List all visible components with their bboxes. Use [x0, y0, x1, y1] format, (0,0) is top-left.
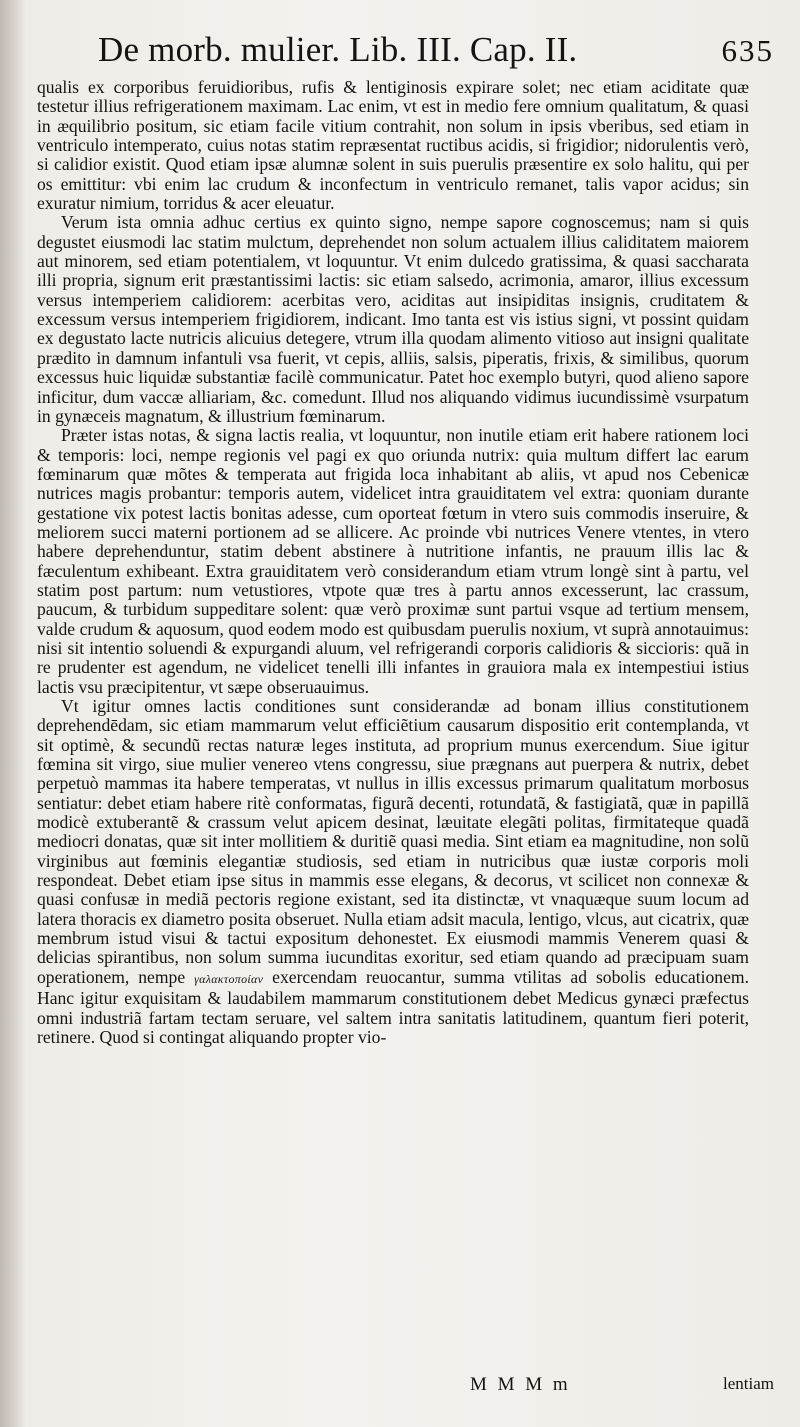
- greek-term: γαλακτοποίαν: [194, 971, 264, 986]
- paragraph-4-part-2: exercendam reuocantur, summa vtilitas ad sobolis educationem. Hanc igitur exquisitam & laudabilem mammarum constitutionem debet Medicus gynæci præfectus omni industriã fartam tectam seruare, vel saltem intra sanitatis latitudinem, quantum fieri poterit, retinere. Quod si contingat aliquando propter vio-: [37, 966, 749, 1047]
- paragraph-4-part-1: Vt igitur omnes lactis conditiones sunt considerandæ ad bonam illius constitutionem deprehendēdam, sic etiam mammarum velut efficiẽtium causarum dispositio erit contemplanda, vt sit optimè, & secundũ rectas naturæ leges instituta, ad proprium munus exercendum. Siue igitur fœmina sit virgo, siue mulier venereo vtens congressu, siue prægnans aut puerpera & nutrix, debet perpetuò mammas ita habere temperatas, vt nullus in illis excessus primarum qualitatum morbosus sentiatur: debet etiam habere ritè conformatas, figurã decenti, rotundatã, & fastigiatã, quæ in papillã modicè extuberantẽ & crassum velut apicem desinat, læuitate elegãti politas, firmitateque quadã mediocri donatas, quæ sit inter mollitiem & duritiẽ quasi media. Sint etiam ea magnitudine, non solũ virginibus aut fœminis elegantiæ studiosis, sed etiam in nutricibus quæ iustæ corporis moli respondeat. Debet etiam ipse situs in mammis esse elegans, & decorus, vt scilicet non connexæ & quasi confusæ in mediã pectoris regione existant, sed ita distinctæ, vt vnaquæque suum locum ad latera thoracis ex diametro posita obseruet. Nulla etiam adsit macula, lentigo, vlcus, aut cicatrix, quæ membrum istud visui & tactui expositum dehonestet. Ex eiusmodi mammis Venerem quasi & delicias spirantibus, non solum summa iucunditas exoritur, sed etiam quando ad præcipuam suam operationem, nempe: [37, 696, 749, 987]
- paragraph-4: [37, 697, 749, 1047]
- paragraph-3: Præter istas notas, & signa lactis realia, vt loquuntur, non inutile etiam erit habere rationem loci & temporis: loci, nempe regionis vel pagi ex quo oriunda nutrix: quia multum differt lac earum fœminarum quæ mõtes & temperata aut frigida loca inhabitant ab aliis, vt apud nos Cebenicæ nutrices magis probantur: temporis autem, videlicet intra grauiditatem vel extra: quoniam durante gestatione vix potest lactis bonitas adesse, cum oporteat fœtum in vtero suis commodis inseruire, & meliorem succi materni portionem ad se allicere. Ac proinde vbi nutrices Venere vtentes, in vtero habere deprehenduntur, statim debent abstinere à nutritione infantis, ne prauum illis lac & fæculentum exhibeant. Extra grauiditatem verò considerandum etiam vtrum longè sint à partu, vel statim post partum: num vetustiores, vtpote quæ tres à partu annos excesserunt, lac crassum, paucum, & turbidum suppeditare solent: quæ verò proximæ sunt partui vsque ad tertium mensem, valde crudum & aquosum, quod eodem modo est quibusdam puerulis noxium, vt suprà annotauimus: nisi sit intentio soluendi & expurgandi aluum, vel refrigerandi corporis calidioris & siccioris: quã in re prudenter est agendum, ne videlicet tenelli illi infantes in grauiora mala ex intempestiui istius lactis vsu præcipitentur, vt sæpe obseruauimus.: [37, 425, 749, 697]
- signature-mark: M M M m: [470, 1374, 571, 1395]
- body-text: [37, 78, 749, 1047]
- page-gutter-shadow: [0, 0, 26, 1427]
- page-header: [98, 30, 774, 80]
- paragraph-2: Verum ista omnia adhuc certius ex quinto signo, nempe sapore cognoscemus; nam si quis degustet eiusmodi lac statim mulctum, deprehendet non solum actualem illius caliditatem maiorem aut minorem, sed etiam potentialem, vt loquuntur. Vt enim dulcedo gratissima, & quasi saccharata illi propria, signum erit præstantissimi lactis: sic etiam salsedo, acrimonia, amaror, illius excessum versus intemperiem calidiorem: acerbitas vero, aciditas aut insipiditas insignis, cruditatem & excessum versus intemperiem frigidiorem, indicant. Imo tanta est vis istius signi, vt possint quidam ex degustato lacte nutricis alicuius detegere, vtrum illa quodam alimento vitioso aut insigni qualitate prædito in damnum infantuli vsa fuerit, vt cepis, alliis, salsis, piperatis, frixis, & similibus, quorum excessus huic liquidæ substantiæ facilè communicatur. Patet hoc exemplo butyri, quod alieno sapore inficitur, dum vaccæ alliariam, &c. comedunt. Illud nos aliquando vidimus iucundissimè vsurpatum in gynæceis magnatum, & illustrium fœminarum.: [37, 212, 749, 426]
- page-footer: [470, 1374, 774, 1396]
- page-number: 635: [721, 33, 774, 68]
- catchword: lentiam: [723, 1374, 774, 1393]
- running-title: De morb. mulier. Lib. III. Cap. II.: [98, 30, 578, 69]
- paragraph-1: qualis ex corporibus feruidioribus, rufis & lentiginosis expirare solet; nec etiam aciditate quæ testetur illius refrigerationem maximam. Lac enim, vt est in medio fere omnium qualitatum, & quasi in æquilibrio positum, sic etiam facile vitium contrahit, non solum in ipsis vberibus, sed etiam in ventriculo intemperato, cuius notas statim repræsentat ructibus acidis, si frigidior; nidorulentis verò, si calidior existit. Quod etiam ipsæ alumnæ solent in suis puerulis præsentire ex solo halitu, qui per os emittitur: vbi enim lac crudum & inconfectum in ventriculo remanet, talis vapor acidus; sin exuratur nimium, torridus & acer eleuatur.: [37, 77, 749, 214]
